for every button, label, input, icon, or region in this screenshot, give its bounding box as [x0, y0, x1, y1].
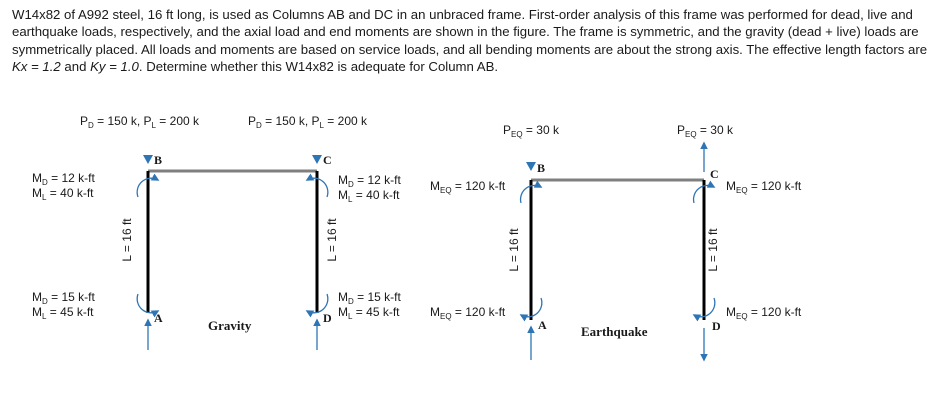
eq-moment-top-left: $M_{EQ} = 120$ k-ft	[430, 179, 506, 195]
gravity-md-bot-right: $M_D = 15$ k-ft	[338, 290, 401, 306]
problem-text-2: and	[60, 59, 91, 75]
eq-load-label-c: $P_{EQ} = 30$ k	[677, 123, 733, 139]
eq-caption: Earthquake	[581, 324, 648, 339]
eq-node-c: C	[710, 167, 719, 181]
gravity-axial-arrow-b	[143, 155, 153, 164]
gravity-ml-bot-right: $M_L = 45$ k-ft	[338, 305, 400, 321]
gravity-load-label-c: $P_D = 150$ k, $P_L = 200$ k	[248, 114, 368, 130]
gravity-axial-arrow-c	[312, 155, 322, 164]
kx-value: = 1.2	[27, 59, 61, 75]
eq-node-a: A	[538, 318, 547, 332]
gravity-md-top-left: $M_D = 12$ k-ft	[32, 171, 95, 187]
eq-node-b: B	[537, 161, 546, 175]
gravity-load-label-b: $P_D = 150$ k, $P_L = 200$ k	[80, 114, 200, 130]
problem-text-3: . Determine whether this W14x82 is adequate for Column AB.	[138, 59, 499, 75]
gravity-ml-bot-left: $M_L = 45$ k-ft	[32, 305, 94, 321]
gravity-frame	[32, 114, 401, 350]
eq-load-label-b: $P_{EQ} = 30$ k	[503, 123, 559, 139]
gravity-length-left: L = 16 ft	[120, 218, 134, 262]
eq-moment-bot-left: $M_{EQ} = 120$ k-ft	[430, 305, 506, 321]
gravity-node-b: B	[154, 153, 163, 167]
eq-moment-top-right: $M_{EQ} = 120$ k-ft	[726, 179, 802, 195]
gravity-length-right: L = 16 ft	[325, 218, 339, 262]
gravity-node-d: D	[323, 311, 332, 325]
gravity-ml-top-left: $M_L = 40$ k-ft	[32, 186, 94, 202]
kx-symbol: Kx	[12, 59, 28, 75]
eq-node-d: D	[712, 319, 721, 333]
problem-text-1: W14x82 of A992 steel, 16 ft long, is used as Columns AB and DC in an unbraced frame. First-order analysis of this frame was performed for dead, live and earthquake loads, respectively, and the axial load and end moments are shown in the figure. The frame is symmetric, and the gravity (dead + live) loads are symmetrically placed. All loads and moments are based on service loads, and all bending moments are about the strong axis. The effective length factors are	[12, 7, 928, 57]
eq-moment-bot-right: $M_{EQ} = 120$ k-ft	[726, 305, 802, 321]
gravity-node-c: C	[323, 153, 332, 167]
gravity-caption: Gravity	[208, 318, 252, 333]
eq-length-left: L = 16 ft	[507, 228, 521, 272]
gravity-node-a: A	[154, 311, 163, 325]
ky-symbol: Ky	[90, 59, 106, 75]
gravity-md-bot-left: $M_D = 15$ k-ft	[32, 290, 95, 306]
eq-length-right: L = 16 ft	[706, 228, 720, 272]
ky-value: = 1.0	[105, 59, 139, 75]
gravity-md-top-right: $M_D = 12$ k-ft	[338, 173, 401, 189]
eq-axial-arrow-b	[526, 162, 536, 171]
earthquake-frame	[430, 123, 802, 360]
gravity-ml-top-right: $M_L = 40$ k-ft	[338, 188, 400, 204]
